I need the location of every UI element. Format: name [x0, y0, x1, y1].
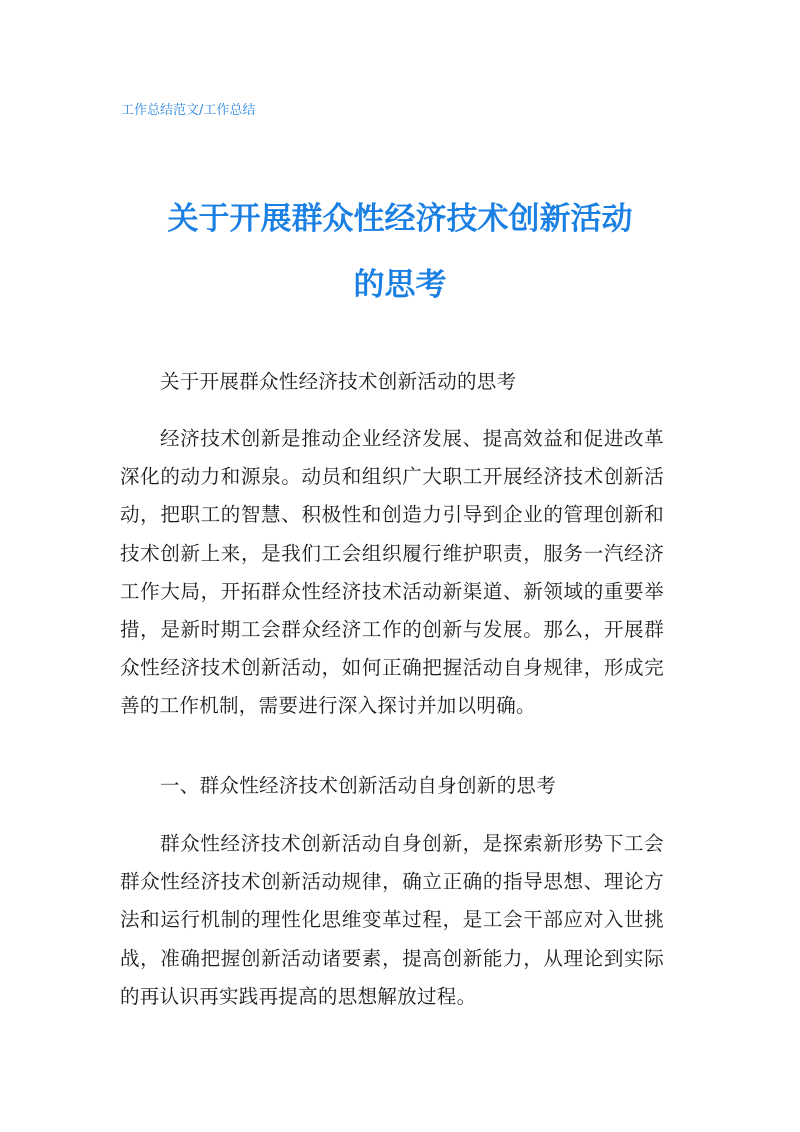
- paragraph-subtitle: 关于开展群众性经济技术创新活动的思考: [160, 370, 517, 393]
- page-title: [100, 186, 700, 318]
- paragraph-section-1: 群众性经济技术创新活动自身创新，是探索新形势下工会群众性经济技术创新活动规律，确立正确的指导思想、理论方法和运行机制的理性化思维变革过程，是工会干部应对入世挑战，准确把握创新活动诸要素，提高创新能力，从理论到实际的再认识再实践再提高的思想解放过程。: [120, 832, 664, 1008]
- section-heading-1: 一、群众性经济技术创新活动自身创新的思考: [160, 774, 557, 797]
- title-line-2: 的思考: [353, 267, 447, 303]
- title-line-1: 关于开展群众性经济技术创新活动: [167, 201, 633, 237]
- breadcrumb[interactable]: 工作总结范文/工作总结: [121, 103, 256, 118]
- paragraph-intro: 经济技术创新是推动企业经济发展、提高效益和促进改革深化的动力和源泉。动员和组织广大职工开展经济技术创新活动，把职工的智慧、积极性和创造力引导到企业的管理创新和技术创新上来，是我们工会组织履行维护职责，服务一汽经济工作大局，开拓群众性经济技术活动新渠道、新领域的重要举措，是新时期工会群众经济工作的创新与发展。那么，开展群众性经济技术创新活动，如何正确把握活动自身规律，形成完善的工作机制，需要进行深入探讨并加以明确。: [120, 427, 664, 718]
